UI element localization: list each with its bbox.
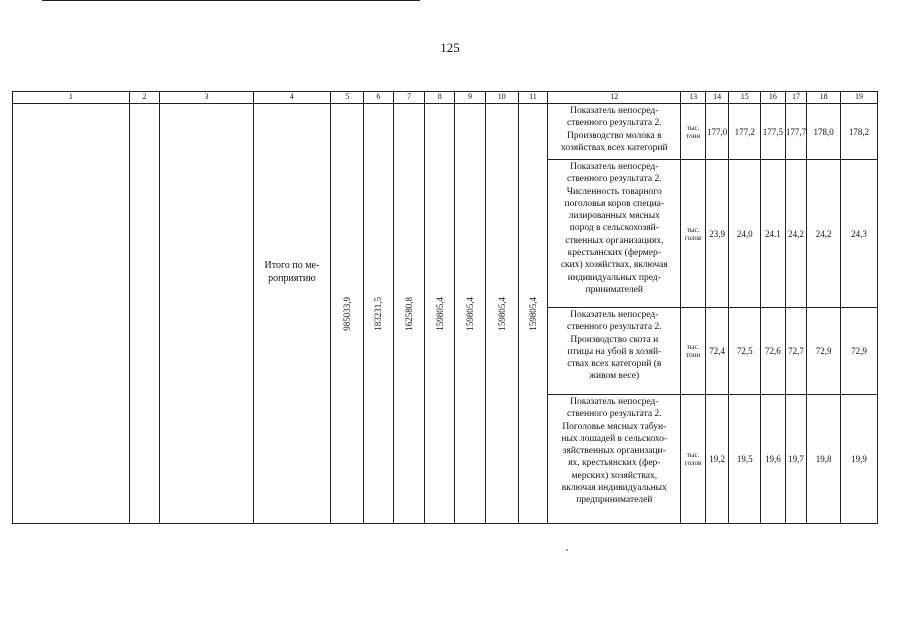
value-cell: 23,9 (705, 160, 729, 308)
column-header: 13 (681, 92, 706, 104)
value-cell: 19,7 (785, 395, 806, 524)
column-header: 7 (393, 92, 425, 104)
value-cell: 177,7 (785, 104, 806, 160)
value-cell: 178,2 (840, 104, 877, 160)
column-header: 3 (160, 92, 253, 104)
column-header-row (13, 92, 878, 104)
column-header: 4 (253, 92, 331, 104)
value-cell: 177,0 (705, 104, 729, 160)
column-header: 12 (548, 92, 681, 104)
value-cell: 177,5 (761, 104, 786, 160)
value-cell: 72,5 (729, 308, 761, 395)
indicator-name: Показатель непосред- ственного результата 2. Производство скота и птицы на убой в хозяй- ствах всех категорий (в живом весе) (548, 308, 681, 395)
column-header: 11 (518, 92, 548, 104)
value-cell: 72,9 (840, 308, 877, 395)
empty-cell (160, 104, 253, 524)
value-cell: 72,7 (785, 308, 806, 395)
column-header: 5 (331, 92, 364, 104)
value-cell: 19,9 (840, 395, 877, 524)
event-total-label: Итого по ме- роприятию (253, 104, 331, 524)
indicator-name: Показатель непосред- ственного результата 2. Численность товарного поголовья коров специа- лизированных мясных пород в сельскохозяй- ственных организациях, крестьянских (фермер- ских) хозяйствах, включая индивидуальных пред- принимателей (548, 160, 681, 308)
column-header: 15 (729, 92, 761, 104)
indicator-unit: тыс. голов (681, 160, 706, 308)
data-table (12, 91, 878, 524)
column-header: 17 (785, 92, 806, 104)
value-cell: 72,4 (705, 308, 729, 395)
value-cell: 178,0 (807, 104, 841, 160)
column-header: 8 (425, 92, 455, 104)
value-cell: 72,9 (807, 308, 841, 395)
value-cell: 72,6 (761, 308, 786, 395)
indicator-name: Показатель непосред- ственного результата 2. Производство молока в хозяйствах всех категорий (548, 104, 681, 160)
column-header: 16 (761, 92, 786, 104)
amount-cell: 162580,8 (393, 104, 425, 524)
column-header: 6 (364, 92, 394, 104)
value-cell: 19,6 (761, 395, 786, 524)
empty-cell (129, 104, 160, 524)
column-header: 10 (485, 92, 518, 104)
amount-cell: 159805,4 (518, 104, 548, 524)
value-cell: 19,8 (807, 395, 841, 524)
indicator-unit: тыс. тонн (681, 104, 706, 160)
value-cell: 19,2 (705, 395, 729, 524)
value-cell: 24,2 (807, 160, 841, 308)
column-header: 2 (129, 92, 160, 104)
amount-cell: 159805,4 (425, 104, 455, 524)
page-number: 125 (440, 40, 460, 55)
column-header: 14 (705, 92, 729, 104)
amount-cell: 159805,4 (455, 104, 486, 524)
indicator-name: Показатель непосред- ственного результата 2. Поголовье мясных табун- ных лошадей в сельскохо- зяйственных организаци- ях, крестьянских (фер- мерских) хозяйствах, включая индивидуальных предпринимателей (548, 395, 681, 524)
column-header: 9 (455, 92, 486, 104)
value-cell: 24,0 (729, 160, 761, 308)
column-header: 1 (13, 92, 130, 104)
value-cell: 24,3 (840, 160, 877, 308)
indicator-unit: тыс. тонн (681, 308, 706, 395)
amount-cell: 159805,4 (485, 104, 518, 524)
table-row (13, 104, 878, 160)
amount-cell: 985033,9 (331, 104, 364, 524)
value-cell: 24,2 (785, 160, 806, 308)
value-cell: 177,2 (729, 104, 761, 160)
amount-cell: 183231,5 (364, 104, 394, 524)
column-header: 19 (840, 92, 877, 104)
indicator-unit: тыс. голов (681, 395, 706, 524)
value-cell: 19,5 (729, 395, 761, 524)
value-cell: 24.1 (761, 160, 786, 308)
top-rule (42, 0, 420, 1)
scan-speck (566, 549, 568, 551)
column-header: 18 (807, 92, 841, 104)
empty-cell (13, 104, 130, 524)
